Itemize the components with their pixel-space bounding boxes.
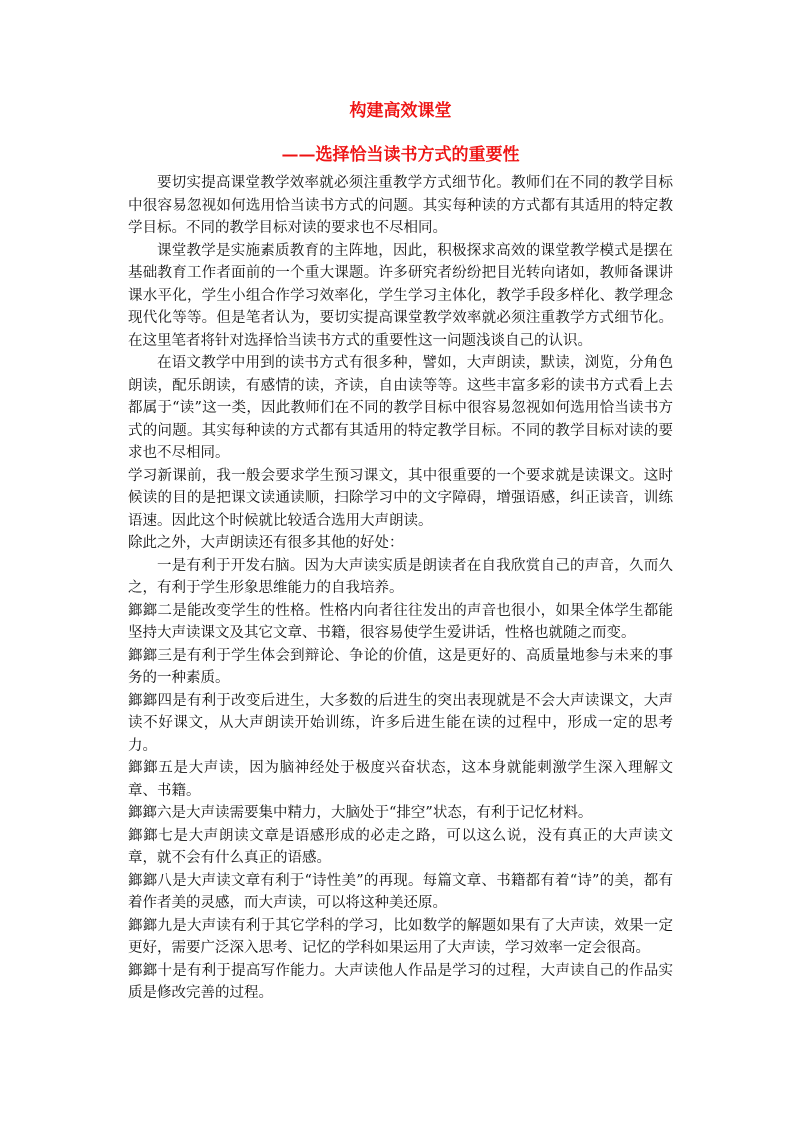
body-paragraph: 鎯鎯八是大声读文章有利于“诗性美”的再现。每篇文章、书籍都有着“诗”的美，都有着作者美的灵感，而大声读，可以将这种美还原。 <box>128 872 673 911</box>
body-paragraph: 鎯鎯五是大声读，因为脑神经处于极度兴奋状态，这本身就能刺激学生深入理解文章、书籍。 <box>128 760 673 799</box>
document-page <box>128 100 673 1005</box>
body-paragraph: 鎯鎯四是有利于改变后进生，大多数的后进生的突出表现就是不会大声读课文，大声读不好课文，从大声朗读开始训练，许多后进生能在读的过程中，形成一定的思考力。 <box>128 692 673 754</box>
document-body <box>128 172 673 1005</box>
document-subtitle: ——选择恰当读书方式的重要性 <box>281 145 520 165</box>
body-paragraph: 鎯鎯六是大声读需要集中精力，大脑处于“排空”状态，有利于记忆材料。 <box>128 805 593 821</box>
body-paragraph: 鎯鎯九是大声读有利于其它学科的学习，比如数学的解题如果有了大声读，效果一定更好，需要广泛深入思考、记忆的学科如果运用了大声读，学习效率一定会很高。 <box>128 917 673 956</box>
body-paragraph: 鎯鎯十是有利于提高写作能力。大声读他人作品是学习的过程，大声读自己的作品实质是修改完善的过程。 <box>128 962 673 1001</box>
body-paragraph: 鎯鎯三是有利于学生体会到辩论、争论的价值，这是更好的、高质量地参与未来的事务的一种素质。 <box>128 647 673 686</box>
body-paragraph: 除此之外，大声朗读还有很多其他的好处： <box>128 535 404 551</box>
body-paragraph: 鎯鎯七是大声朗读文章是语感形成的必走之路，可以这么说，没有真正的大声读文章，就不会有什么真正的语感。 <box>128 827 673 866</box>
body-paragraph: 鎯鎯二是能改变学生的性格。性格内向者往往发出的声音也很小，如果全体学生都能坚持大声读课文及其它文章、书籍，很容易使学生爱讲话，性格也就随之而变。 <box>128 602 673 641</box>
document-title: 构建高效课堂 <box>349 101 452 121</box>
body-paragraph: 学习新课前，我一般会要求学生预习课文，其中很重要的一个要求就是读课文。这时候读的目的是把课文读通读顺，扫除学习中的文字障碍，增强语感，纠正读音，训练语速。因此这个时候就比较适合选用大声朗读。 <box>128 467 673 529</box>
body-paragraph: 要切实提高课堂教学效率就必须注重教学方式细节化。教师们在不同的教学目标中很容易忽视如何选用恰当读书方式的问题。其实每种读的方式都有其适用的特定教学目标。不同的教学目标对读的要求也不尽相同。 <box>128 175 673 236</box>
body-paragraph: 在语文教学中用到的读书方式有很多种，譬如，大声朗读，默读，浏览，分角色朗读，配乐朗读，有感情的读，齐读，自由读等等。这些丰富多彩的读书方式看上去都属于“读”这一类，因此教师们在不同的教学目标中很容易忽视如何选用恰当读书方式的问题。其实每种读的方式都有其适用的特定教学目标。不同的教学目标对读的要求也不尽相同。 <box>128 355 673 461</box>
body-paragraph: 课堂教学是实施素质教育的主阵地，因此，积极探求高效的课堂教学模式是摆在基础教育工作者面前的一个重大课题。许多研究者纷纷把目光转向诸如，教师备课讲课水平化，学生小组合作学习效率化，学生学习主体化，教学手段多样化、教学理念现代化等等。但是笔者认为，要切实提高课堂教学效率就必须注重教学方式细节化。在这里笔者将针对选择恰当读书方式的重要性这一问题浅谈自己的认识。 <box>128 242 673 349</box>
body-paragraph: 一是有利于开发右脑。因为大声读实质是朗读者在自我欣赏自己的声音，久而久之，有利于学生形象思维能力的自我培养。 <box>128 557 673 596</box>
